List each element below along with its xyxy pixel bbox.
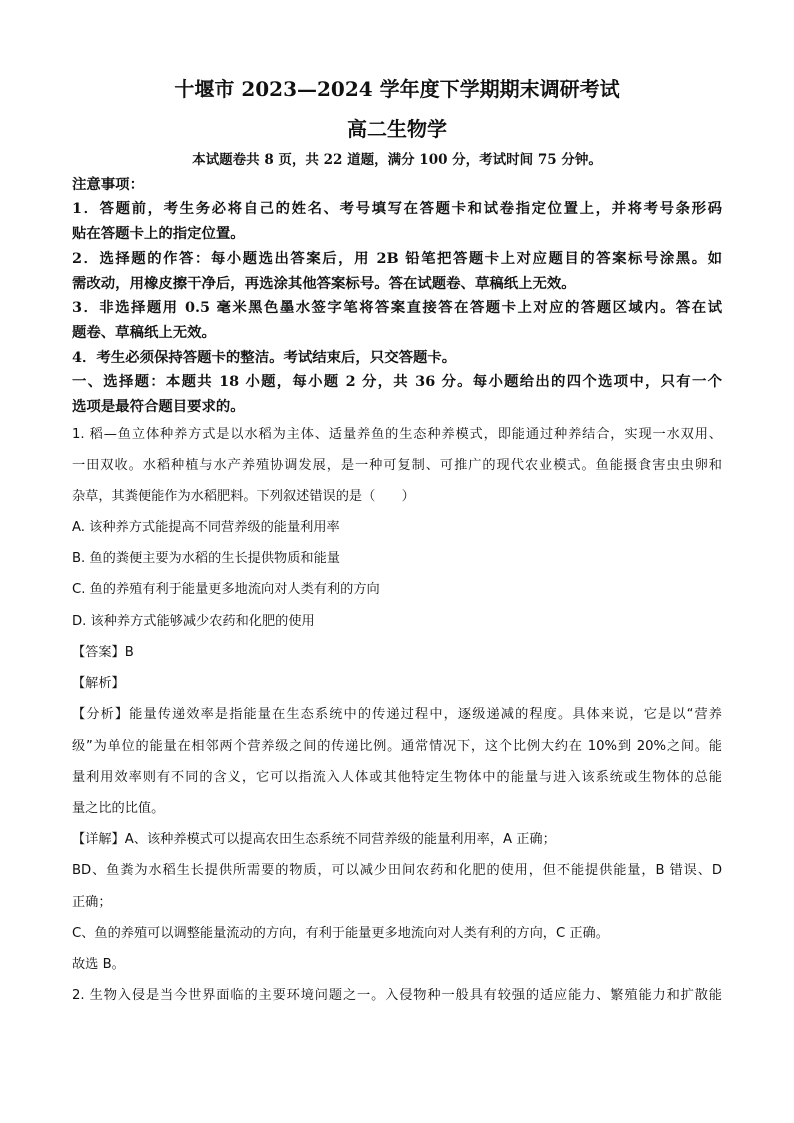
note-line: 需改动，用橡皮擦干净后，再选涂其他答案标号。答在试题卷、草稿纸上无效。 [72, 275, 576, 292]
note-line: 2．选择题的作答：每小题选出答案后，用 2B 铅笔把答题卡上对应题目的答案标号涂黑。如 [72, 250, 722, 267]
notes-heading: 注意事项： [72, 176, 144, 193]
question-stem: 2. 生物入侵是当今世界面临的主要环境问题之一。入侵物种一般具有较强的适应能力、繁殖能力和扩散能 [72, 988, 722, 1003]
detail-line: 正确； [72, 895, 112, 910]
detail-line: BD、鱼粪为水稻生长提供所需要的物质，可以减少田间农药和化肥的使用，但不能提供能量，B 错误、D [72, 863, 722, 878]
exam-info: 本试题卷共 8 页，共 22 道题，满分 100 分，考试时间 75 分钟。 [192, 152, 602, 168]
analysis-line: 【分析】能量传递效率是指能量在生态系统中的传递过程中，逐级递减的程度。具体来说，它是以“营养 [72, 707, 722, 722]
note-line: 3．非选择题用 0.5 毫米黑色墨水签字笔将答案直接答在答题卡上对应的答题区域内。答在试 [72, 299, 722, 316]
note-line: 贴在答题卡上的指定位置。 [72, 225, 245, 242]
analysis-line: 级”为单位的能量在相邻两个营养级之间的传递比例。通常情况下，这个比例大约在 10%到 20%之间。能 [72, 739, 722, 754]
detail-line: 故选 B。 [72, 957, 125, 972]
option-c: C. 鱼的养殖有利于能量更多地流向对人类有利的方向 [72, 582, 380, 597]
detail-line: 【详解】A、该种养模式可以提高农田生态系统不同营养级的能量利用率，A 正确； [72, 832, 556, 847]
question-stem: 1. 稻—鱼立体种养方式是以水稻为主体、适量养鱼的生态种养模式，即能通过种养结合，实现一水双用、 [72, 427, 722, 442]
exam-title: 十堰市 2023—2024 学年度下学期期末调研考试 [174, 77, 620, 101]
section-heading: 一、选择题：本题共 18 小题，每小题 2 分，共 36 分。每小题给出的四个选项中，只有一个 [72, 373, 722, 390]
exam-subject: 高二生物学 [347, 117, 447, 141]
note-line: 4．考生必须保持答题卡的整洁。考试结束后，只交答题卡。 [72, 349, 457, 366]
question-stem: 杂草，其粪便能作为水稻肥料。下列叙述错误的是（ ） [72, 489, 415, 504]
detail-line: C、鱼的养殖可以调整能量流动的方向，有利于能量更多地流向对人类有利的方向，C 正确。 [72, 926, 609, 941]
analysis-line: 量利用效率则有不同的含义，它可以指流入人体或其他特定生物体中的能量与进入该系统或生物体的总能 [72, 770, 722, 785]
option-b: B. 鱼的粪便主要为水稻的生长提供物质和能量 [72, 551, 340, 566]
question-stem: 一田双收。水稻种植与水产养殖协调发展，是一种可复制、可推广的现代农业模式。鱼能摄食害虫虫卵和 [72, 458, 722, 473]
option-d: D. 该种养方式能够减少农药和化肥的使用 [72, 614, 315, 629]
option-a: A. 该种养方式能提高不同营养级的能量利用率 [72, 520, 340, 535]
note-line: 题卷、草稿纸上无效。 [72, 324, 216, 341]
answer-label: 【答案】B [72, 645, 134, 660]
analysis-line: 量之比的比值。 [72, 801, 165, 816]
analysis-label: 【解析】 [72, 676, 125, 691]
section-heading: 选项是最符合题目要求的。 [72, 398, 245, 415]
note-line: 1．答题前，考生务必将自己的姓名、考号填写在答题卡和试卷指定位置上，并将考号条形码 [72, 200, 722, 217]
